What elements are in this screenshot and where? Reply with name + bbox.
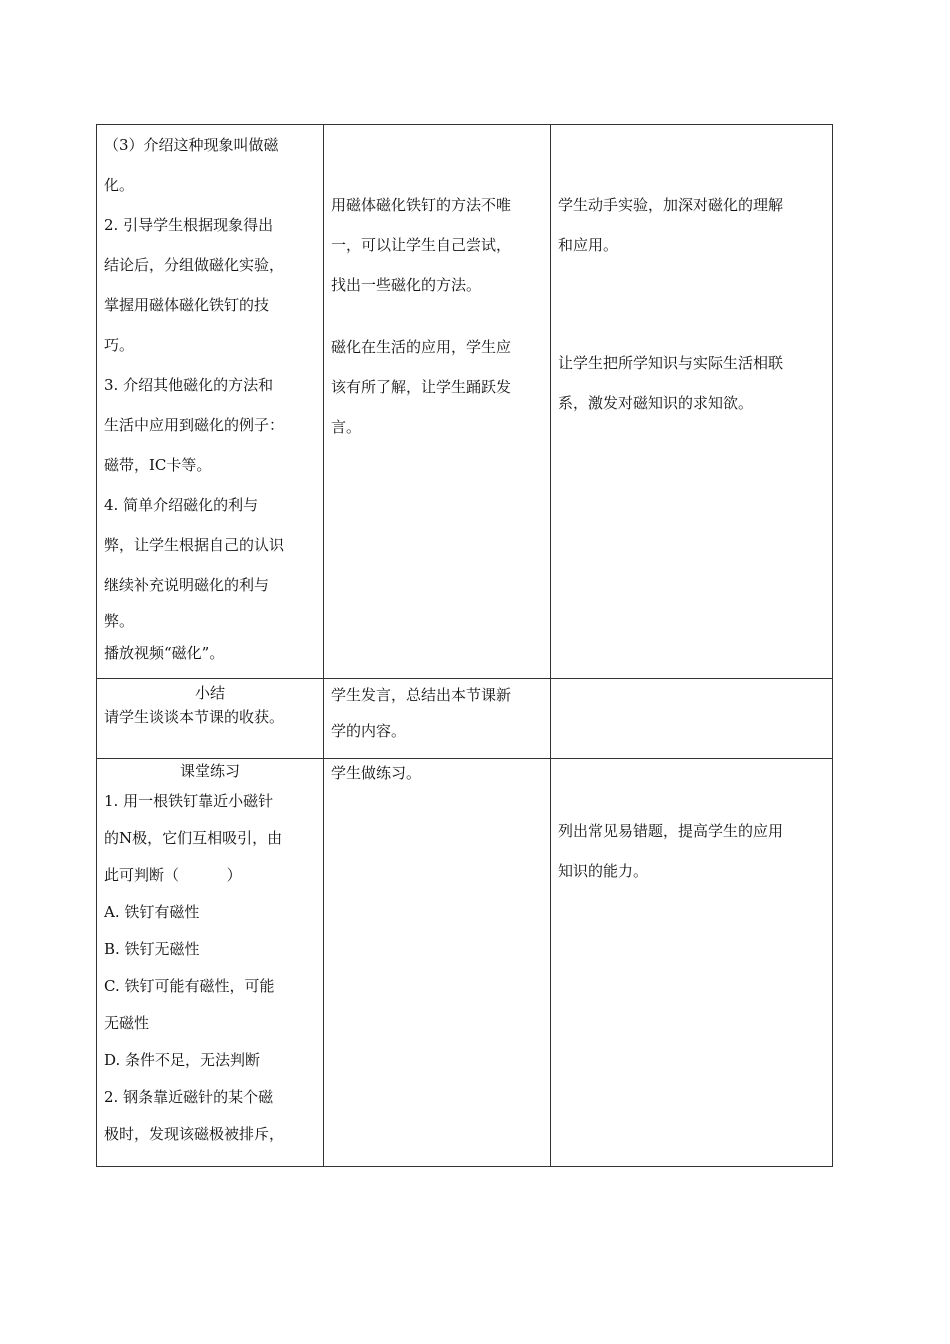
text-line: 该有所了解，让学生踊跃发 xyxy=(331,378,512,396)
text-line: 化。 xyxy=(104,176,135,194)
design-intent-cell xyxy=(551,125,833,679)
table-row xyxy=(97,759,833,1167)
text-line: 继续补充说明磁化的利与 xyxy=(104,576,270,594)
teacher-activity-cell xyxy=(97,125,324,679)
text-line: 生活中应用到磁化的例子： xyxy=(104,416,285,434)
table-row xyxy=(97,679,833,759)
text-line: 知识的能力。 xyxy=(558,862,649,880)
text-line: 学生发言，总结出本节课新 xyxy=(331,686,512,704)
text-line: 2. 引导学生根据现象得出 xyxy=(104,216,274,234)
text-line: 列出常见易错题，提高学生的应用 xyxy=(558,822,784,840)
student-activity-cell xyxy=(324,679,551,759)
text-line: 磁化在生活的应用，学生应 xyxy=(331,338,512,356)
teacher-activity-cell xyxy=(97,679,324,759)
table-row xyxy=(97,125,833,679)
text-line: C. 铁钉可能有磁性，可能 xyxy=(104,977,275,995)
text-line: 学的内容。 xyxy=(331,722,407,740)
text-line: 结论后，分组做磁化实验， xyxy=(104,256,285,274)
text-line: D. 条件不足，无法判断 xyxy=(104,1051,261,1069)
text-line: 学生动手实验，加深对磁化的理解 xyxy=(558,196,784,214)
text-line: 掌握用磁体磁化铁钉的技 xyxy=(104,296,270,314)
text-line: 让学生把所学知识与实际生活相联 xyxy=(558,354,784,372)
text-line: 4. 简单介绍磁化的利与 xyxy=(104,496,259,514)
text-line: 1. 用一根铁钉靠近小磁针 xyxy=(104,792,274,810)
text-line: 和应用。 xyxy=(558,236,619,254)
text-line: （3）介绍这种现象叫做磁 xyxy=(104,136,279,154)
text-line: 请学生谈谈本节课的收获。 xyxy=(104,708,285,726)
text-line: 用磁体磁化铁钉的方法不唯 xyxy=(331,196,512,214)
text-line: 一，可以让学生自己尝试， xyxy=(331,236,512,254)
text-line: 找出一些磁化的方法。 xyxy=(331,276,482,294)
lesson-plan-table xyxy=(96,124,833,1167)
text-line: 2. 钢条靠近磁针的某个磁 xyxy=(104,1088,274,1106)
text-line: 3. 介绍其他磁化的方法和 xyxy=(104,376,274,394)
teacher-activity-cell xyxy=(97,759,324,1167)
text-line: 极时，发现该磁极被排斥， xyxy=(104,1125,285,1143)
text-line: A. 铁钉有磁性 xyxy=(104,903,200,921)
text-line: 学生做练习。 xyxy=(331,764,422,782)
text-line: 的N极，它们互相吸引，由 xyxy=(104,829,283,847)
text-line: 此可判断（ ） xyxy=(104,866,242,884)
text-line: 言。 xyxy=(331,418,362,436)
text-line: 巧。 xyxy=(104,336,135,354)
text-line: B. 铁钉无磁性 xyxy=(104,940,200,958)
text-line: 弊。 xyxy=(104,612,135,630)
text-line: 系，激发对磁知识的求知欲。 xyxy=(558,394,754,412)
section-heading: 课堂练习 xyxy=(179,762,240,780)
design-intent-cell xyxy=(551,679,833,759)
section-heading: 小结 xyxy=(194,684,225,702)
design-intent-cell xyxy=(551,759,833,1167)
text-line: 无磁性 xyxy=(104,1014,150,1032)
text-line: 弊，让学生根据自己的认识 xyxy=(104,536,285,554)
text-line: 播放视频“磁化”。 xyxy=(104,644,225,662)
text-line: 磁带，IC卡等。 xyxy=(104,456,212,474)
student-activity-cell xyxy=(324,125,551,679)
student-activity-cell xyxy=(324,759,551,1167)
